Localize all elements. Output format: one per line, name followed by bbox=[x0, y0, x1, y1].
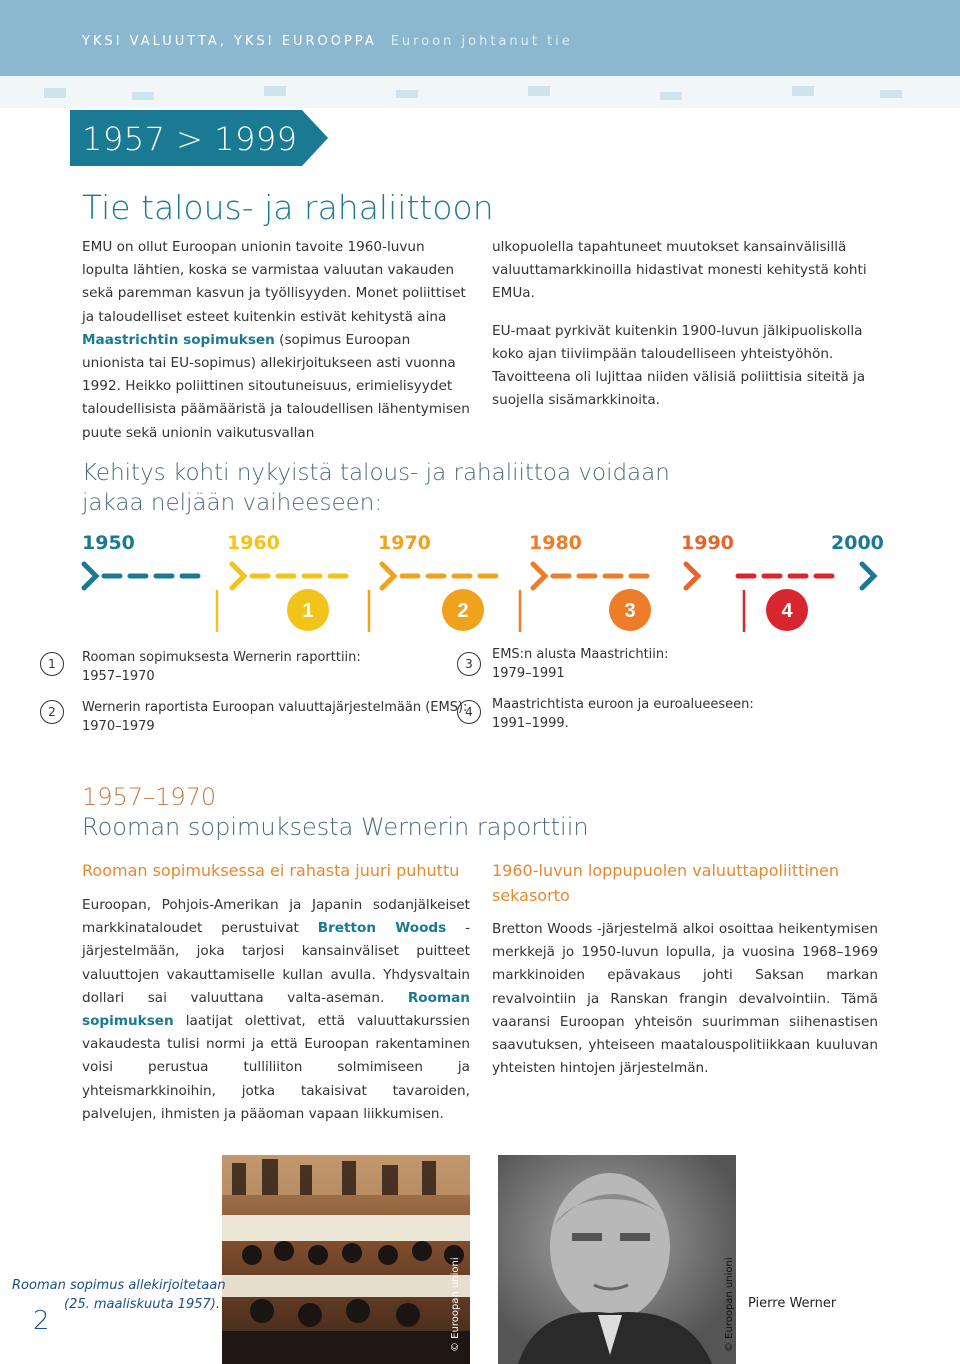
timeline-year-1970: 1970 bbox=[378, 532, 431, 554]
page-title: Tie talous- ja rahaliittoon bbox=[82, 188, 494, 227]
right-subheading: 1960-luvun loppupuolen valuuttapoliittinen sekasorto bbox=[492, 861, 839, 905]
header-wave-pattern bbox=[0, 56, 960, 108]
header-subsection: Euroon johtanut tie bbox=[390, 34, 573, 49]
intro-right bbox=[492, 236, 882, 412]
phase-2-text bbox=[82, 698, 467, 736]
header-section: YKSI VALUUTTA, YKSI EUROOPPA bbox=[82, 34, 377, 49]
phase-3-line-1: EMS:n alusta Maastrichtiin: bbox=[492, 647, 669, 662]
page-number: 2 bbox=[33, 1306, 50, 1336]
phase-marker-1-label: 1 bbox=[302, 600, 314, 622]
caption-left-line-1: Rooman sopimus allekirjoitetaan bbox=[12, 1278, 226, 1293]
tag-years: 1957 > 1999 bbox=[82, 120, 298, 158]
intro-right-para-2: EU-maat pyrkivät kuitenkin 1900-luvun jälkipuoliskolla koko ajan tiiviimpään taloudelliseen yhteistyöhön. Tavoitteena oli lujittaa niiden välisiä poliittisia siteitä ja suojella sisämarkkinoita. bbox=[492, 322, 866, 409]
photo-treaty-signing bbox=[222, 1155, 470, 1364]
intro-left-text-1: EMU on ollut Euroopan unionin tavoite 1960-luvun lopulta lähtien, koska se varmistaa valuutan vakauden sekä paremman kasvun ja työllisyyden. Monet poliittiset ja taloudelliset esteet kuitenkin estivät kehitystä aina bbox=[82, 239, 466, 325]
section-years: 1957–1970 bbox=[82, 783, 217, 811]
phase-3-text bbox=[492, 645, 669, 683]
section-title: Rooman sopimuksesta Wernerin raporttiin bbox=[82, 813, 589, 841]
caption-right: Pierre Werner bbox=[748, 1296, 837, 1311]
phase-1-text bbox=[82, 648, 361, 686]
phase-2-number: 2 bbox=[40, 700, 64, 724]
timeline-arrow-1960 bbox=[232, 564, 244, 588]
bold-bretton-woods: Bretton Woods bbox=[317, 920, 447, 937]
phase-4-line-1: Maastrichtista euroon ja euroalueeseen: bbox=[492, 697, 754, 712]
header-band bbox=[0, 0, 960, 108]
caption-left-line-2: (25. maaliskuuta 1957). bbox=[64, 1297, 220, 1312]
timeline-arrow-1980 bbox=[533, 564, 545, 588]
years-tag bbox=[70, 110, 330, 166]
timeline-year-1980: 1980 bbox=[529, 532, 582, 554]
left-subheading: Rooman sopimuksessa ei rahasta juuri puhuttu bbox=[82, 861, 460, 880]
intro-left-text-2: (sopimus Euroopan unionista tai EU-sopimus) allekirjoitukseen asti vuonna 1992. Heikko poliittinen sitoutuneisuus, erimielisyydet taloudellisista päämääristä ja taloudellisen lähentymisen puute sekä unionin vaikutusvallan bbox=[82, 331, 470, 441]
phase-marker-3-label: 3 bbox=[624, 600, 636, 622]
phase-3-number: 3 bbox=[457, 652, 481, 676]
photo-credit-right: © Euroopan unioni bbox=[724, 1257, 735, 1352]
timeline-year-1950: 1950 bbox=[82, 532, 135, 554]
phase-marker-2-label: 2 bbox=[457, 600, 469, 622]
phase-2-line-2: 1970–1979 bbox=[82, 719, 155, 734]
header-title bbox=[82, 34, 573, 49]
timeline-year-1960: 1960 bbox=[227, 532, 280, 554]
phase-3-line-2: 1979–1991 bbox=[492, 666, 565, 681]
phase-4-text bbox=[492, 695, 754, 733]
phase-4-number: 4 bbox=[457, 700, 481, 724]
timeline-graphic bbox=[0, 560, 960, 636]
phase-1-line-2: 1957–1970 bbox=[82, 669, 155, 684]
phase-2-line-1: Wernerin raportista Euroopan valuuttajärjestelmään (EMS): bbox=[82, 700, 468, 715]
intro-bold-maastricht: Maastrichtin sopimuksen bbox=[82, 331, 275, 348]
timeline-arrow-1970 bbox=[382, 564, 394, 588]
phase-marker-4-label: 4 bbox=[781, 600, 793, 622]
bold-rooman-sopimuksen: Rooman sopimuksen bbox=[82, 989, 470, 1030]
left-body-text-3: laatijat olettivat, että valuuttakurssien vakaudesta tulisi normi ja että Euroopan rakentaminen voisi perustua tulliliiton solmimiseen ja yhteismarkkinoihin, jotka takaisivat tavaroiden, palvelujen, ihmisten ja pääoman vapaan liikkumisen. bbox=[82, 1013, 470, 1122]
timeline-year-2000: 2000 bbox=[831, 532, 884, 554]
timeline-year-1990: 1990 bbox=[681, 532, 734, 554]
phase-4-line-2: 1991–1999. bbox=[492, 716, 569, 731]
photo-pierre-werner bbox=[498, 1155, 736, 1364]
timeline-arrow-start bbox=[84, 564, 96, 588]
section-left-body bbox=[82, 894, 470, 1126]
photo-credit-left: © Euroopan unioni bbox=[450, 1257, 461, 1352]
section-right-body: Bretton Woods -järjestelmä alkoi osoittaa heikentymisen merkkejä jo 1950-luvun lopulla, ja vuosina 1968–1969 markkinoiden epävakaus johti Saksan markan revalvointiin ja Ranskan frangin devalvointiin. Tämä vaaransi Euroopan yhteisön suurimman siihenastisen saavutuksen, yhteiseen maatalouspolitiikkaan kuuluvan yhteisten hintojen järjestelmän. bbox=[492, 921, 878, 1077]
left-body-text-2: -järjestelmään, joka tarjosi kansainväliset puitteet valuuttojen vakauttamiselle kullan avulla. Yhdysvaltain dollari sai valuuttana valta-aseman. bbox=[82, 920, 471, 1006]
left-body-text-1: Euroopan, Pohjois-Amerikan ja Japanin sodanjälkeiset markkinataloudet perustuivat bbox=[82, 897, 470, 937]
phases-heading: Kehitys kohti nykyistä talous- ja rahaliittoa voidaan jakaa neljään vaiheeseen: bbox=[82, 460, 670, 516]
timeline-arrow-1990 bbox=[686, 564, 698, 588]
timeline-arrow-end bbox=[862, 564, 874, 588]
phase-1-line-1: Rooman sopimuksesta Wernerin raporttiin: bbox=[82, 650, 361, 665]
phase-1-number: 1 bbox=[40, 652, 64, 676]
intro-right-para-1: ulkopuolella tapahtuneet muutokset kansainvälisillä valuuttamarkkinoilla hidastivat monesti kehitystä kohti EMUa. bbox=[492, 239, 867, 302]
intro-left bbox=[82, 236, 470, 445]
